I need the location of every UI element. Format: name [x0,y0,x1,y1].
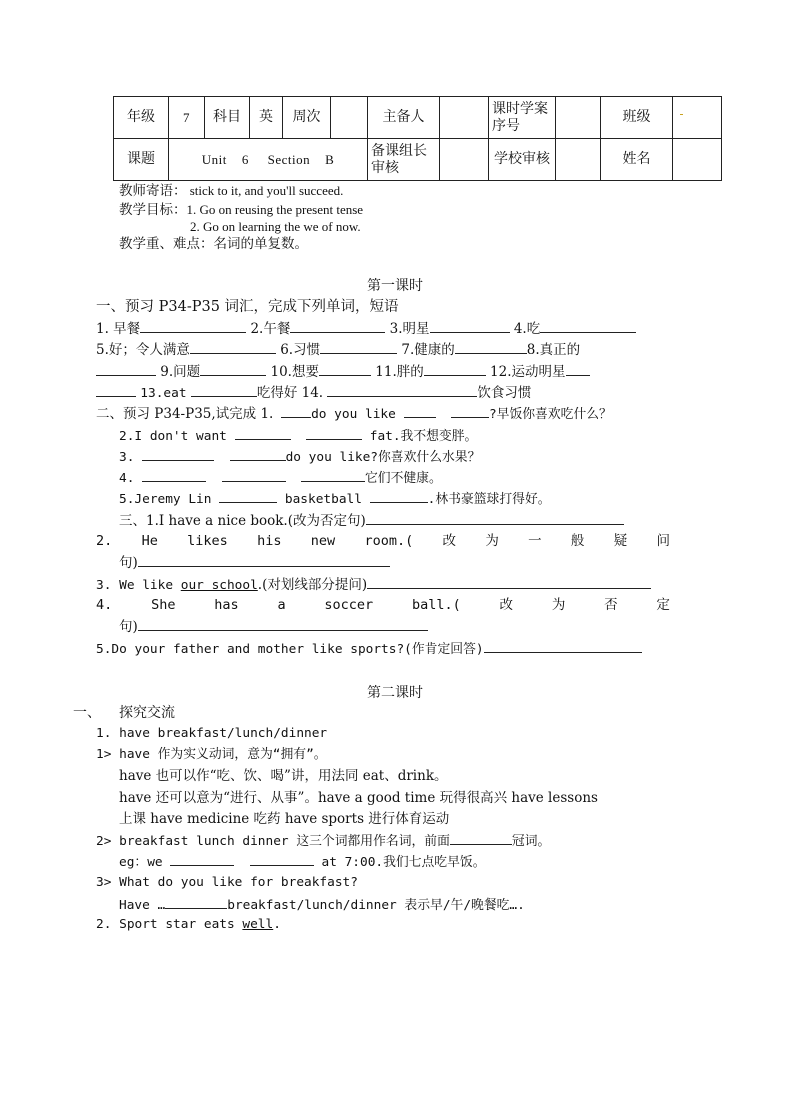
vocab-14: 吃得好 14. [256,385,324,401]
vocab-13: 13.eat [140,386,187,401]
sec3-q3 [96,575,651,595]
note-2-eg-tail: at 7:00.我们七点吃早饭。 [321,855,486,870]
key-points: 教学重、难点：名词的单复数。 [119,236,308,252]
word: 为 [485,533,499,549]
sec2-heading: 二、预习 P34-P35,试完成 1. [96,406,274,422]
word: 问 [656,533,670,549]
item-2-period: . [273,917,281,932]
class-label: 班级 [601,97,673,139]
goal-2: 2. Go on learning the we of now. [190,219,361,234]
lesson-no-value [556,97,601,139]
blank [366,511,624,525]
part-title: 探究交流 [119,705,175,721]
blank [450,831,512,845]
word: 疑 [613,533,628,549]
motto-text: stick to it, and you'll succeed. [186,183,344,198]
sec2-q4-tail: 它们不健康。 [364,471,442,486]
sec3-q2-tail: 句) [119,555,138,571]
motto-line [119,182,343,200]
blank [301,468,365,482]
sec3-q2-tail-line [119,553,390,572]
vocab-2: 2.午餐 [250,321,291,337]
vocab-4: 4.吃 [513,321,541,337]
topic-value: Unit 6 Section B [169,139,368,181]
sec3-q3-text: 3. We like [96,578,181,593]
blank [540,319,636,333]
goal-label: 教学目标： [119,202,187,218]
blank [219,489,277,503]
sec2-q1 [96,404,612,424]
sec2-q2 [119,426,477,446]
vocab-5: 5.好；令人满意 [96,342,190,358]
word: 2. [96,533,113,549]
sec2-q2-tail: fat.我不想变胖。 [369,429,478,444]
blank [430,319,510,333]
topic-label: 课题 [114,139,169,181]
sec3-q3-underlined: our school [180,578,258,593]
blank [319,362,371,376]
blank [235,426,291,440]
word: 般 [570,533,585,549]
class-value [673,97,722,139]
vocab-row-1 [96,319,636,338]
grade-label: 年级 [114,97,169,139]
blank [404,404,436,418]
sec2-q3-tail: do you like?你喜欢什么水果？ [285,450,481,465]
blank [170,852,234,866]
word: a [277,597,286,613]
blank [142,468,206,482]
note-1-2: have 也可以作“吃、饮、喝”讲，用法同 eat、drink。 [119,768,448,784]
blank [455,340,527,354]
group-review-label: 备课组长审核 [368,139,440,181]
lesson-no-label: 课时学案序号 [489,97,556,139]
item-2 [96,916,281,934]
part-number: 一、 [73,705,101,721]
vocab-row-4 [96,383,531,403]
sec2-q1-text: do you like [311,407,396,422]
grade-value: 7 [169,97,205,139]
word: She [151,597,176,613]
sec2-q4 [119,468,442,488]
week-label: 周次 [283,97,331,139]
header-table [113,96,722,181]
stray-mark [680,114,683,115]
blank [327,383,477,397]
item-1: 1. have breakfast/lunch/dinner [96,726,328,741]
blank [200,362,266,376]
word: 改 [442,533,457,549]
note-3-2-text: Have … [119,898,166,913]
sec2-q5-tail: .林书豪篮球打得好。 [427,492,551,507]
word: 否 [604,597,618,613]
note-1-1: 1> have 作为实义动词，意为“拥有”。 [96,747,327,762]
subject-label: 科目 [205,97,250,139]
word: 一 [528,533,542,549]
note-2 [96,831,550,851]
vocab-row-3 [96,362,590,381]
sec3-q1 [119,511,624,531]
sec3-q5-text: 5.Do your father and mother like sports?(作肯定回答) [96,642,484,657]
vocab-8: 8.真正的 [526,342,581,358]
sec3-q4-tail-line [119,617,428,636]
blank [138,553,390,567]
vocab-7: 7.健康的 [401,342,455,358]
sec2-q5-text: 5.Jeremy Lin [119,492,212,507]
preparer-label: 主备人 [368,97,440,139]
group-review-value [440,139,489,181]
sec3-q5 [96,639,642,659]
sec2-q3-num: 3. [119,450,135,465]
sec3-q3-instruction: .(对划线部分提问) [257,577,368,593]
lesson1-section1-heading: 一、预习 P34-P35 词汇，完成下列单词，短语 [96,299,399,315]
vocab-3: 3.明星 [389,321,430,337]
vocab-1: 1. 早餐 [96,321,141,337]
word: 改 [499,597,514,613]
note-3-2-tail: breakfast/lunch/dinner 表示早/午/晚餐吃…. [227,898,525,913]
note-3-2 [119,895,525,915]
blank [566,362,590,376]
word: new [310,533,336,549]
blank [424,362,486,376]
item-2-text: 2. Sport star eats [96,917,243,932]
word: his [257,533,282,549]
sec2-q4-num: 4. [119,471,135,486]
blank [370,489,428,503]
lesson2-title: 第二课时 [367,685,423,701]
sec2-q5 [119,489,551,509]
word: 为 [551,597,566,613]
lesson2-part-heading [73,704,175,722]
blank [320,340,397,354]
vocab-15: 饮食习惯 [477,385,532,401]
week-value [331,97,368,139]
name-value [673,139,722,181]
sec2-q2-text: 2.I don't want [119,429,227,444]
lesson1-title: 第一课时 [367,278,423,294]
blank [190,340,276,354]
blank [140,319,246,333]
word: 4. [96,597,113,613]
word: room.( [364,533,414,549]
sec2-q1-tail: ?早饭你喜欢吃什么？ [488,407,612,422]
school-review-value [556,139,601,181]
subject-value: 英 [250,97,283,139]
word: ball.( [411,597,461,613]
blank [138,617,428,631]
school-review-label: 学校审核 [489,139,556,181]
note-2-text: 2> breakfast lunch dinner 这三个词都用作名词，前面 [96,834,450,849]
note-1-3: have 还可以意为“进行、从事”。have a good time 玩得很高兴 have lessons [119,790,598,806]
blank [230,447,286,461]
blank [142,447,214,461]
word: soccer [324,597,374,613]
word: has [214,597,239,613]
blank [306,426,362,440]
note-2-tail: 冠词。 [511,834,551,849]
sec2-q5-mid: basketball [284,492,362,507]
blank [191,383,257,397]
word: He [141,533,158,549]
blank [96,383,136,397]
note-2-eg: eg：we [119,855,163,870]
vocab-12: 12.运动明星 [490,364,566,380]
blank [484,639,642,653]
vocab-6: 6.习惯 [280,342,321,358]
blank [96,362,156,376]
word: likes [187,533,228,549]
vocab-row-2 [96,340,580,359]
blank [222,468,286,482]
preparer-value [440,97,489,139]
blank [451,404,489,418]
blank [290,319,385,333]
vocab-11: 11.胖的 [375,364,424,380]
blank [250,852,314,866]
sec3-q4 [96,596,670,614]
blank [165,895,227,909]
vocab-9: 9.问题 [160,364,201,380]
goal-line-1 [119,201,363,219]
sec3-q4-tail: 句) [119,619,138,635]
sec3-q2 [96,532,670,550]
blank [367,575,651,589]
motto-label: 教师寄语： [119,183,187,199]
blank [281,404,311,418]
item-2-underlined: well [242,917,274,932]
name-label: 姓名 [601,139,673,181]
note-1-4: 上课 have medicine 吃药 have sports 进行体育运动 [119,811,450,827]
sec2-q3 [119,447,480,467]
goal-1: 1. Go on reusing the present tense [186,202,364,217]
vocab-10: 10.想要 [270,364,319,380]
note-3-1: 3> What do you like for breakfast? [96,875,358,890]
sec3-q1-text: 三、1.I have a nice book.(改为否定句) [119,513,366,529]
word: 定 [656,597,670,613]
note-2-example [119,852,486,872]
